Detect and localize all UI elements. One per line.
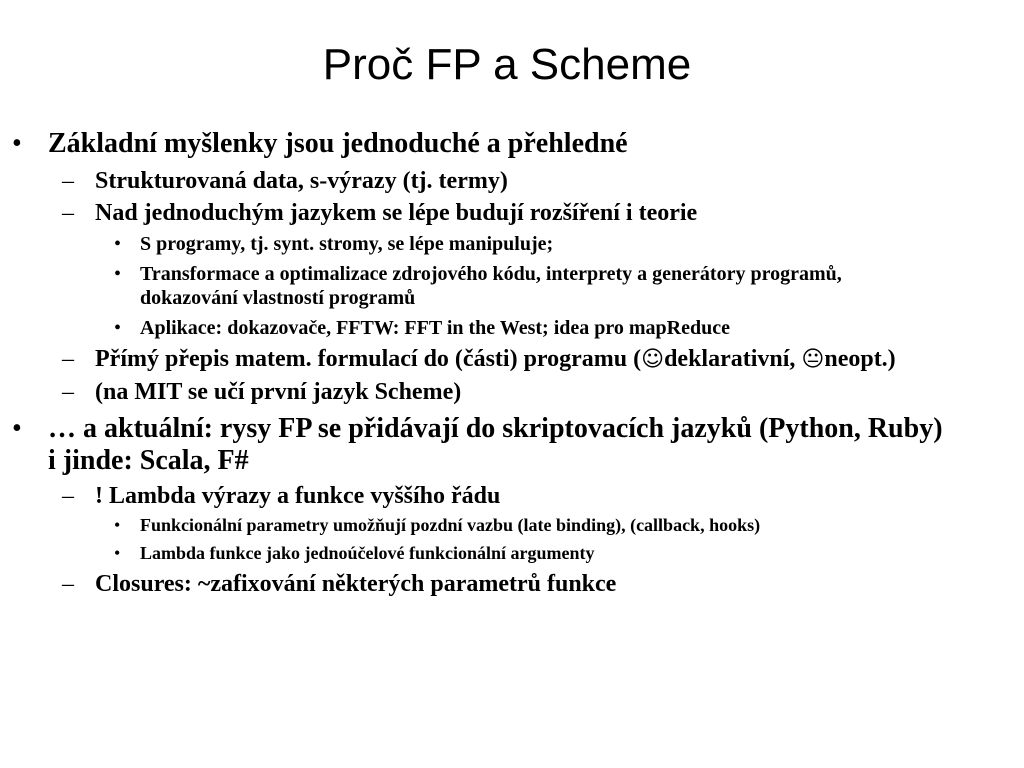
dash-marker: – <box>62 379 74 405</box>
bullet-marker: • <box>114 317 122 339</box>
sub-lambda <box>0 483 1024 509</box>
sub-direct-rewrite <box>0 346 1024 373</box>
detail-lambda-args <box>0 541 1024 565</box>
sub-text-part2: deklarativní, <box>664 346 802 372</box>
detail-transformations <box>0 262 1024 310</box>
bullet-marker: • <box>114 515 121 535</box>
detail-text: Lambda funkce jako jednoúčelové funkcionální argumenty <box>140 543 595 563</box>
detail-text: Funkcionální parametry umožňují pozdní vazbu (late binding), (callback, hooks) <box>140 515 761 535</box>
detail-functional-params <box>0 513 1024 537</box>
sub-closures <box>0 571 1024 597</box>
dash-marker: – <box>62 346 74 372</box>
bullet-marker: • <box>114 233 122 255</box>
sub-mit-scheme <box>0 379 1024 405</box>
dash-marker: – <box>62 571 74 597</box>
dash-marker: – <box>62 483 74 509</box>
bullet-marker: • <box>114 543 121 563</box>
dash-marker: – <box>62 168 74 194</box>
bullet-marker: • <box>12 128 22 159</box>
sub-text: Strukturovaná data, s-výrazy (tj. termy) <box>95 168 508 194</box>
bullet-marker: • <box>114 263 122 285</box>
bullet-basic-ideas <box>0 128 1024 160</box>
sub-text: Nad jednoduchým jazykem se lépe budují rozšíření i teorie <box>95 200 698 226</box>
sub-text-part3: neopt.) <box>824 346 896 372</box>
bullet-marker: • <box>12 413 22 444</box>
smiley-icon: ☺ <box>641 347 665 372</box>
detail-applications <box>0 316 1024 340</box>
detail-text: Aplikace: dokazovače, FFTW: FFT in the West; idea pro mapReduce <box>140 317 730 339</box>
sub-text: ! Lambda výrazy a funkce vyššího řádu <box>95 483 501 509</box>
sub-simple-language <box>0 200 1024 226</box>
bullet-current <box>0 413 1024 477</box>
detail-text: S programy, tj. synt. stromy, se lépe manipuluje; <box>140 233 554 255</box>
neutral-face-icon: 😐 <box>801 347 825 372</box>
bullet-text: Základní myšlenky jsou jednoduché a přehledné <box>48 128 628 159</box>
detail-text: Transformace a optimalizace zdrojového kódu, interprety a generátory programů, dokazování vlastností programů <box>140 263 842 309</box>
slide-content <box>0 128 1024 597</box>
sub-structured-data <box>0 168 1024 194</box>
detail-syntax-trees <box>0 232 1024 256</box>
sub-text: (na MIT se učí první jazyk Scheme) <box>95 379 462 405</box>
sub-text: Closures: ~zafixování některých parametrů funkce <box>95 571 617 597</box>
sub-text-part1: Přímý přepis matem. formulací do (části) programu ( <box>95 346 642 372</box>
slide-title: Proč FP a Scheme <box>322 40 692 89</box>
dash-marker: – <box>62 200 74 226</box>
bullet-text: … a aktuální: rysy FP se přidávají do skriptovacích jazyků (Python, Ruby) i jinde: Scala, F# <box>48 413 943 476</box>
